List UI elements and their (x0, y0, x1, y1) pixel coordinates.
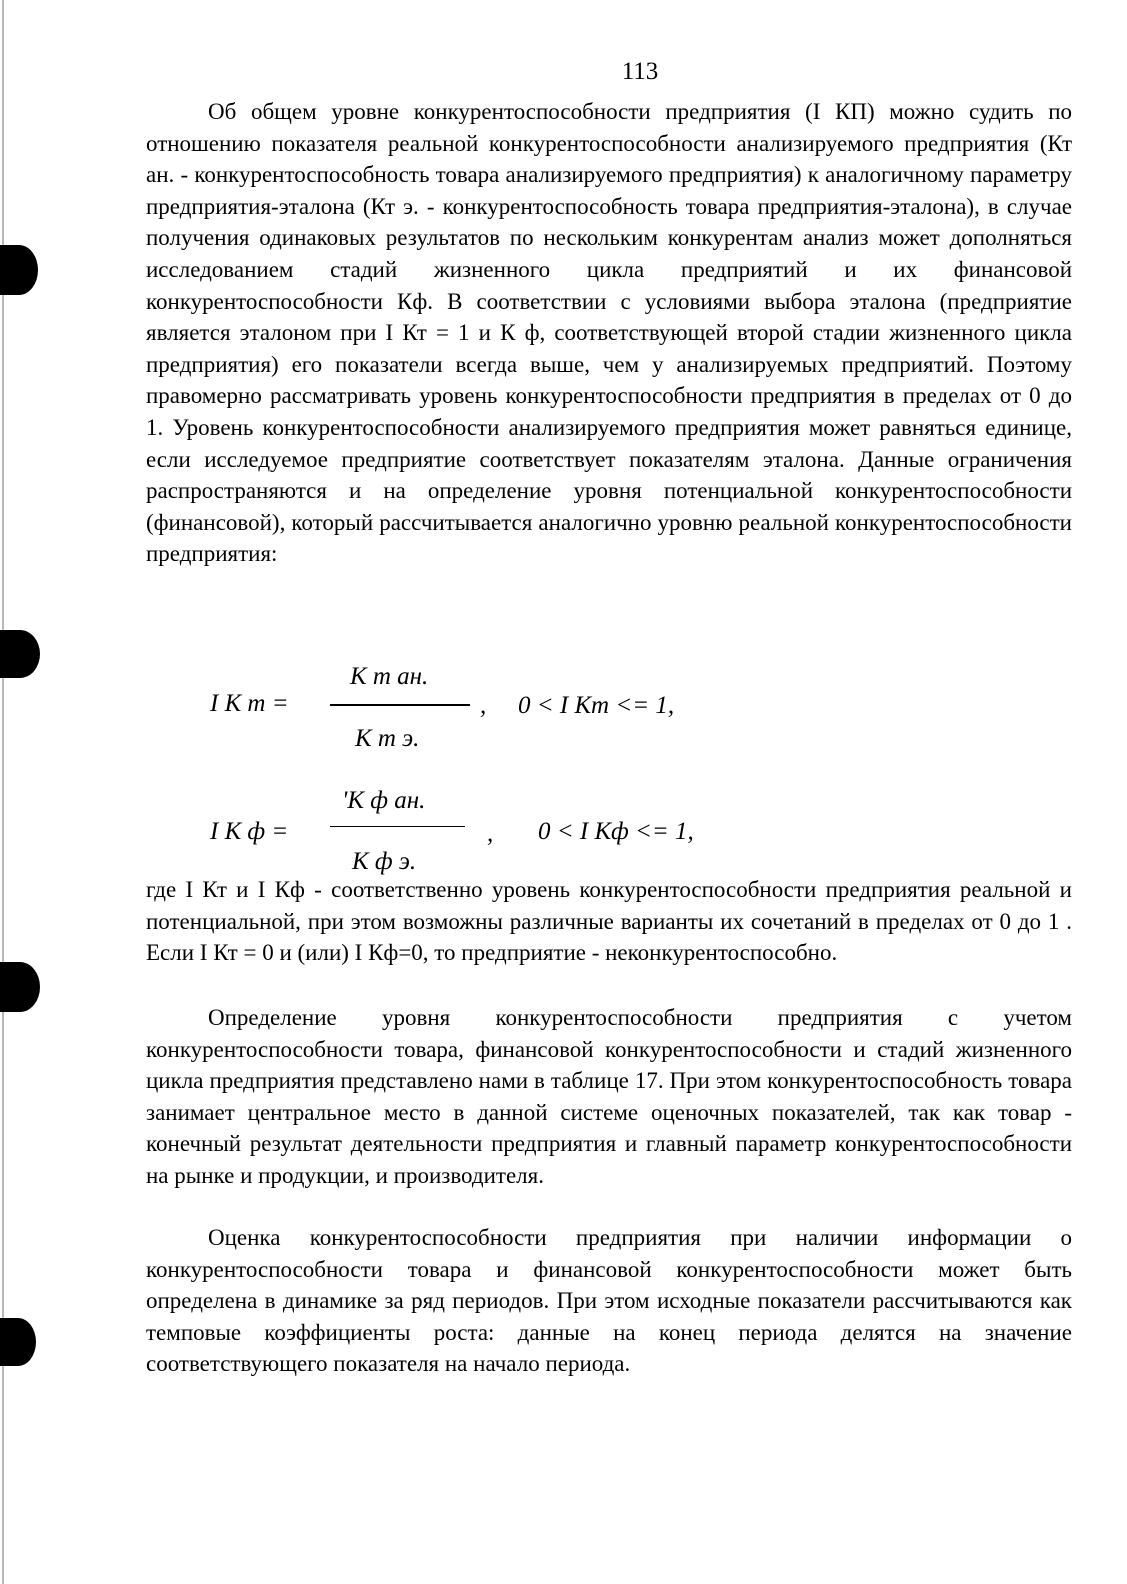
formula-1-denominator: К т э. (355, 725, 420, 752)
paragraph-4: Оценка конкурентоспособности предприятия при наличии информации о конкурентоспособности товара и финансовой конкурентоспособности может быть определена в динамике за ряд периодов. При этом исходные показатели рассчитываются как темповые коэффициенты роста: данные на конец периода делятся на значение соответствующего показателя на начало периода. (146, 1225, 1072, 1377)
formula-1-comma: , (480, 692, 487, 719)
formula-1-fraction-line (330, 704, 470, 706)
binder-hole-mark-2 (0, 630, 40, 678)
binder-hole-mark-1 (0, 245, 38, 295)
formula-2-condition: 0 < I Кф <= 1, (538, 818, 694, 845)
binder-hole-mark-4 (0, 1318, 36, 1366)
formula-2-denominator: К ф э. (352, 848, 417, 875)
formula-2-fraction-line (330, 826, 465, 827)
formula-1-condition: 0 < I Кт <= 1, (518, 692, 675, 719)
formula-2-numerator: 'К ф ан. (342, 787, 426, 814)
paragraph-3: Определение уровня конкурентоспособности предприятия с учетом конкурентоспособности товара, финансовой конкурентоспособности и стадий жизненного цикла предприятия представлено нами в таблице 17. При этом конкурентоспособность товара занимает центральное место в данной системе оценочных показателей, так как товар - конечный результат деятельности предприятия и главный параметр конкурентоспособности на рынке и продукции, и производителя. (146, 1005, 1072, 1188)
paragraph-2: где I Кт и I Кф - соответственно уровень конкурентоспособности предприятия реальной и потенциальной, при этом возможны различные варианты их сочетаний в пределах от 0 до 1 . Если I Кт = 0 и (или) I Кф=0, то предприятие - неконкурентоспособно. (146, 877, 1072, 966)
paragraph-1: Об общем уровне конкурентоспособности предприятия (I КП) можно судить по отношению показателя реальной конкурентоспособности анализируемого предприятия (Кт ан. - конкурентоспособность товара анализируемого предприятия) к аналогичному параметру предприятия-эталона (Кт э. - конкурентоспособность товара предприятия-эталона), в случае получения одинаковых результатов по нескольким конкурентам анализ может дополняться исследованием стадий жизненного цикла предприятий и их финансовой конкурентоспособности Кф. В соответствии с условиями выбора эталона (предприятие является эталоном при I Кт = 1 и К ф, соответствующей второй стадии жизненного цикла предприятия) его показатели всегда выше, чем у анализируемых предприятий. Поэтому правомерно рассматривать уровень конкурентоспособности предприятия в пределах от 0 до 1. Уровень конкурентоспособности анализируемого предприятия может равняться единице, если исследуемое предприятие соответствует показателям эталона. Данные ограничения распространяются и на определение уровня потенциальной конкурентоспособности (финансовой), который рассчитывается аналогично уровню реальной конкурентоспособности предприятия: (146, 99, 1072, 567)
formula-1-lhs: I К т = (210, 690, 289, 717)
formula-1-numerator: К т ан. (350, 663, 429, 690)
formula-2-lhs: I К ф = (210, 818, 289, 845)
formula-2-comma: , (487, 820, 494, 847)
binder-hole-mark-3 (0, 962, 40, 1012)
page-number: 113 (621, 58, 659, 85)
